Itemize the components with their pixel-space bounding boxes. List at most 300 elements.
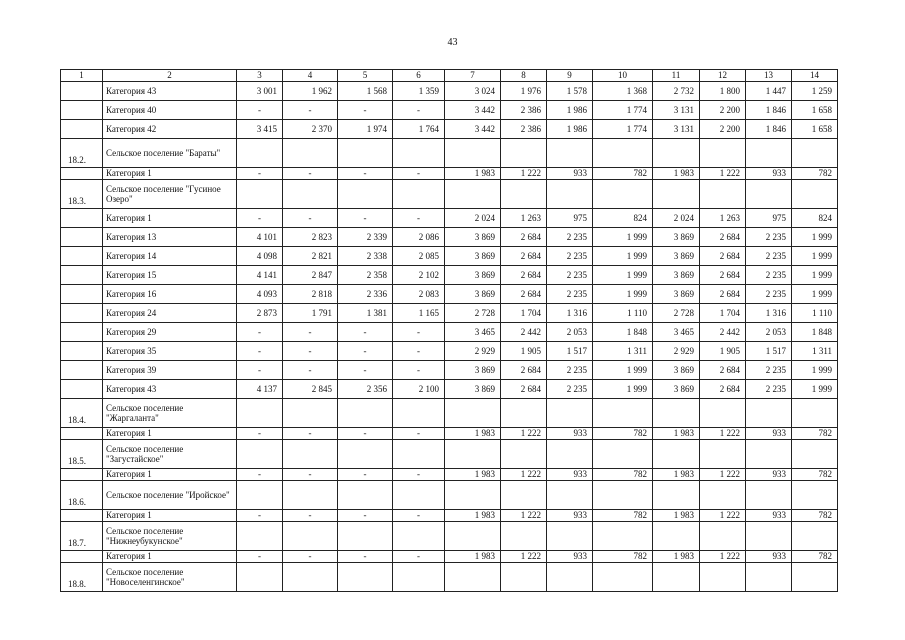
settlement-name-cell: Сельское поселение "Жаргаланта" [103, 399, 237, 428]
value-cell: 3 869 [653, 266, 700, 285]
empty-cell [593, 180, 653, 209]
table-header-row [61, 70, 838, 82]
value-cell: 2 235 [547, 228, 593, 247]
empty-cell [501, 139, 547, 168]
empty-cell [338, 440, 393, 469]
value-cell: 2 684 [501, 380, 547, 399]
value-cell: - [283, 361, 338, 380]
empty-cell [792, 139, 838, 168]
row-number-cell [61, 428, 103, 440]
empty-cell [393, 522, 445, 551]
value-cell: 3 869 [445, 380, 501, 399]
value-cell: 1 381 [338, 304, 393, 323]
empty-cell [393, 399, 445, 428]
empty-cell [746, 563, 792, 592]
column-header-1: 1 [61, 70, 103, 82]
value-cell: 1 962 [283, 82, 338, 101]
value-cell: 3 869 [653, 380, 700, 399]
empty-cell [746, 399, 792, 428]
settlement-name-cell: Сельское поселение "Бараты" [103, 139, 237, 168]
empty-cell [547, 139, 593, 168]
value-cell: 3 024 [445, 82, 501, 101]
category-row [61, 428, 838, 440]
column-header-2: 2 [103, 70, 237, 82]
empty-cell [338, 563, 393, 592]
value-cell: - [283, 551, 338, 563]
value-cell: 1 999 [792, 228, 838, 247]
value-cell: 2 845 [283, 380, 338, 399]
value-cell: 2 684 [700, 247, 746, 266]
empty-cell [501, 563, 547, 592]
empty-cell [338, 399, 393, 428]
value-cell: 2 358 [338, 266, 393, 285]
empty-cell [445, 180, 501, 209]
value-cell: 1 222 [700, 510, 746, 522]
column-header-8: 8 [501, 70, 547, 82]
value-cell: - [393, 551, 445, 563]
settlement-row [61, 522, 838, 551]
value-cell: 2 235 [746, 380, 792, 399]
value-cell: 2 732 [653, 82, 700, 101]
value-cell: 824 [792, 209, 838, 228]
empty-cell [393, 563, 445, 592]
empty-cell [445, 563, 501, 592]
empty-cell [746, 440, 792, 469]
settlement-row [61, 563, 838, 592]
value-cell: 1 983 [445, 469, 501, 481]
value-cell: 1 222 [501, 469, 547, 481]
value-cell: 2 728 [653, 304, 700, 323]
value-cell: 1 222 [501, 551, 547, 563]
row-number-cell [61, 120, 103, 139]
empty-cell [338, 139, 393, 168]
value-cell: 4 141 [237, 266, 283, 285]
value-cell: 2 728 [445, 304, 501, 323]
value-cell: 1 658 [792, 101, 838, 120]
value-cell: 3 869 [653, 247, 700, 266]
value-cell: 782 [593, 510, 653, 522]
row-number-cell [61, 266, 103, 285]
empty-cell [547, 180, 593, 209]
empty-cell [547, 522, 593, 551]
value-cell: - [338, 342, 393, 361]
value-cell: 2 818 [283, 285, 338, 304]
value-cell: - [283, 101, 338, 120]
category-name-cell: Категория 1 [103, 469, 237, 481]
value-cell: 1 846 [746, 120, 792, 139]
empty-cell [700, 180, 746, 209]
empty-cell [653, 440, 700, 469]
empty-cell [237, 440, 283, 469]
value-cell: 1 368 [593, 82, 653, 101]
category-name-cell: Категория 35 [103, 342, 237, 361]
value-cell: 3 131 [653, 120, 700, 139]
settlement-row [61, 180, 838, 209]
value-cell: - [237, 428, 283, 440]
column-header-6: 6 [393, 70, 445, 82]
empty-cell [653, 563, 700, 592]
empty-cell [653, 481, 700, 510]
value-cell: 1 983 [653, 168, 700, 180]
value-cell: - [237, 323, 283, 342]
value-cell: 4 101 [237, 228, 283, 247]
value-cell: 975 [547, 209, 593, 228]
value-cell: 933 [547, 168, 593, 180]
value-cell: 1 848 [593, 323, 653, 342]
value-cell: 2 053 [746, 323, 792, 342]
empty-cell [593, 522, 653, 551]
value-cell: 824 [593, 209, 653, 228]
tariff-table [60, 69, 838, 592]
category-name-cell: Категория 13 [103, 228, 237, 247]
settlement-name-cell: Сельское поселение "Иройское" [103, 481, 237, 510]
value-cell: 2 386 [501, 101, 547, 120]
value-cell: - [237, 361, 283, 380]
value-cell: 1 800 [700, 82, 746, 101]
value-cell: 2 684 [700, 266, 746, 285]
category-row [61, 266, 838, 285]
value-cell: - [338, 469, 393, 481]
empty-cell [283, 522, 338, 551]
empty-cell [393, 139, 445, 168]
value-cell: 2 235 [746, 361, 792, 380]
settlement-name-cell: Сельское поселение "Гусиное Озеро" [103, 180, 237, 209]
value-cell: 1 110 [792, 304, 838, 323]
empty-cell [338, 481, 393, 510]
value-cell: - [338, 551, 393, 563]
empty-cell [700, 139, 746, 168]
value-cell: 933 [547, 469, 593, 481]
row-number-cell [61, 247, 103, 266]
row-number-cell: 18.2. [61, 139, 103, 168]
value-cell: 1 311 [792, 342, 838, 361]
empty-cell [338, 522, 393, 551]
value-cell: 2 684 [501, 228, 547, 247]
category-row [61, 285, 838, 304]
column-header-13: 13 [746, 70, 792, 82]
value-cell: 1 986 [547, 101, 593, 120]
value-cell: 1 222 [700, 551, 746, 563]
value-cell: 2 336 [338, 285, 393, 304]
empty-cell [653, 180, 700, 209]
row-number-cell [61, 551, 103, 563]
value-cell: 782 [792, 168, 838, 180]
value-cell: 3 869 [445, 361, 501, 380]
value-cell: 3 131 [653, 101, 700, 120]
empty-cell [746, 139, 792, 168]
category-row [61, 168, 838, 180]
value-cell: - [393, 323, 445, 342]
value-cell: 3 869 [445, 266, 501, 285]
row-number-cell: 18.6. [61, 481, 103, 510]
empty-cell [283, 481, 338, 510]
value-cell: - [237, 510, 283, 522]
value-cell: 933 [746, 551, 792, 563]
row-number-cell [61, 168, 103, 180]
value-cell: 1 222 [700, 469, 746, 481]
value-cell: - [393, 342, 445, 361]
value-cell: 2 024 [445, 209, 501, 228]
value-cell: 1 983 [653, 469, 700, 481]
value-cell: 2 085 [393, 247, 445, 266]
value-cell: 1 222 [700, 168, 746, 180]
value-cell: 1 999 [792, 285, 838, 304]
value-cell: 1 905 [501, 342, 547, 361]
value-cell: - [393, 361, 445, 380]
value-cell: - [393, 209, 445, 228]
value-cell: - [283, 323, 338, 342]
value-cell: 2 847 [283, 266, 338, 285]
value-cell: 1 999 [792, 361, 838, 380]
value-cell: - [237, 551, 283, 563]
empty-cell [700, 481, 746, 510]
settlement-row [61, 440, 838, 469]
value-cell: 782 [792, 551, 838, 563]
value-cell: 2 235 [746, 228, 792, 247]
value-cell: - [283, 469, 338, 481]
value-cell: 2 100 [393, 380, 445, 399]
category-name-cell: Категория 1 [103, 510, 237, 522]
value-cell: 1 999 [593, 247, 653, 266]
category-name-cell: Категория 1 [103, 209, 237, 228]
empty-cell [653, 522, 700, 551]
value-cell: 2 235 [746, 266, 792, 285]
value-cell: 2 684 [501, 247, 547, 266]
value-cell: - [393, 168, 445, 180]
column-header-12: 12 [700, 70, 746, 82]
value-cell: 1 447 [746, 82, 792, 101]
value-cell: 782 [593, 168, 653, 180]
empty-cell [593, 399, 653, 428]
value-cell: 2 823 [283, 228, 338, 247]
empty-cell [445, 399, 501, 428]
value-cell: 3 869 [445, 228, 501, 247]
value-cell: 1 774 [593, 120, 653, 139]
value-cell: 2 338 [338, 247, 393, 266]
value-cell: 1 222 [700, 428, 746, 440]
value-cell: 3 442 [445, 120, 501, 139]
settlement-name-cell: Сельское поселение "Загустайское" [103, 440, 237, 469]
value-cell: 1 263 [501, 209, 547, 228]
empty-cell [501, 522, 547, 551]
value-cell: 2 024 [653, 209, 700, 228]
value-cell: 1 517 [746, 342, 792, 361]
value-cell: 1 848 [792, 323, 838, 342]
category-row [61, 247, 838, 266]
value-cell: 933 [547, 510, 593, 522]
value-cell: 3 869 [445, 247, 501, 266]
row-number-cell [61, 228, 103, 247]
category-row [61, 82, 838, 101]
row-number-cell [61, 82, 103, 101]
value-cell: - [338, 168, 393, 180]
value-cell: 1 311 [593, 342, 653, 361]
value-cell: 2 086 [393, 228, 445, 247]
category-row [61, 209, 838, 228]
category-row [61, 510, 838, 522]
row-number-cell [61, 209, 103, 228]
value-cell: 2 235 [547, 247, 593, 266]
settlement-name-cell: Сельское поселение "Нижнеубукунское" [103, 522, 237, 551]
value-cell: 933 [746, 510, 792, 522]
value-cell: 2 684 [501, 361, 547, 380]
value-cell: 2 684 [501, 266, 547, 285]
empty-cell [283, 440, 338, 469]
category-name-cell: Категория 1 [103, 551, 237, 563]
settlement-row [61, 481, 838, 510]
empty-cell [653, 399, 700, 428]
value-cell: 1 976 [501, 82, 547, 101]
value-cell: 2 235 [547, 380, 593, 399]
value-cell: 1 316 [547, 304, 593, 323]
value-cell: - [338, 361, 393, 380]
value-cell: 3 442 [445, 101, 501, 120]
category-row [61, 228, 838, 247]
empty-cell [283, 563, 338, 592]
value-cell: - [237, 101, 283, 120]
value-cell: 2 929 [653, 342, 700, 361]
value-cell: 1 704 [700, 304, 746, 323]
value-cell: 1 999 [792, 247, 838, 266]
category-name-cell: Категория 1 [103, 428, 237, 440]
empty-cell [547, 563, 593, 592]
category-name-cell: Категория 40 [103, 101, 237, 120]
value-cell: 3 869 [653, 361, 700, 380]
value-cell: 3 465 [653, 323, 700, 342]
empty-cell [547, 440, 593, 469]
value-cell: 1 222 [501, 510, 547, 522]
category-row [61, 361, 838, 380]
value-cell: 1 846 [746, 101, 792, 120]
value-cell: 1 359 [393, 82, 445, 101]
value-cell: 2 102 [393, 266, 445, 285]
value-cell: 1 165 [393, 304, 445, 323]
value-cell: 2 442 [501, 323, 547, 342]
value-cell: 4 137 [237, 380, 283, 399]
row-number-cell: 18.4. [61, 399, 103, 428]
value-cell: 1 999 [593, 266, 653, 285]
category-row [61, 380, 838, 399]
settlement-row [61, 399, 838, 428]
value-cell: 1 983 [653, 510, 700, 522]
value-cell: 1 658 [792, 120, 838, 139]
row-number-cell: 18.5. [61, 440, 103, 469]
value-cell: 975 [746, 209, 792, 228]
value-cell: - [237, 209, 283, 228]
empty-cell [445, 440, 501, 469]
empty-cell [700, 563, 746, 592]
column-header-7: 7 [445, 70, 501, 82]
row-number-cell [61, 323, 103, 342]
row-number-cell [61, 469, 103, 481]
empty-cell [746, 180, 792, 209]
row-number-cell [61, 342, 103, 361]
category-name-cell: Категория 16 [103, 285, 237, 304]
value-cell: 1 986 [547, 120, 593, 139]
value-cell: 782 [792, 510, 838, 522]
empty-cell [237, 522, 283, 551]
value-cell: 1 999 [593, 285, 653, 304]
category-row [61, 342, 838, 361]
value-cell: - [338, 510, 393, 522]
category-name-cell: Категория 24 [103, 304, 237, 323]
value-cell: 2 356 [338, 380, 393, 399]
category-name-cell: Категория 43 [103, 380, 237, 399]
column-header-10: 10 [593, 70, 653, 82]
empty-cell [501, 440, 547, 469]
value-cell: 782 [792, 428, 838, 440]
value-cell: 2 370 [283, 120, 338, 139]
value-cell: 4 098 [237, 247, 283, 266]
row-number-cell [61, 380, 103, 399]
value-cell: 933 [547, 551, 593, 563]
value-cell: 3 869 [653, 228, 700, 247]
value-cell: 1 999 [593, 361, 653, 380]
value-cell: 1 999 [593, 380, 653, 399]
empty-cell [237, 180, 283, 209]
empty-cell [393, 481, 445, 510]
empty-cell [283, 180, 338, 209]
value-cell: 2 200 [700, 120, 746, 139]
row-number-cell [61, 304, 103, 323]
empty-cell [593, 563, 653, 592]
empty-cell [547, 481, 593, 510]
column-header-3: 3 [237, 70, 283, 82]
empty-cell [593, 139, 653, 168]
row-number-cell: 18.8. [61, 563, 103, 592]
empty-cell [792, 563, 838, 592]
column-header-5: 5 [338, 70, 393, 82]
column-header-11: 11 [653, 70, 700, 82]
empty-cell [593, 440, 653, 469]
value-cell: 1 999 [593, 228, 653, 247]
category-name-cell: Категория 42 [103, 120, 237, 139]
category-row [61, 551, 838, 563]
value-cell: 3 869 [445, 285, 501, 304]
empty-cell [237, 481, 283, 510]
value-cell: 933 [746, 469, 792, 481]
value-cell: 1 791 [283, 304, 338, 323]
value-cell: 2 684 [700, 285, 746, 304]
value-cell: 2 442 [700, 323, 746, 342]
empty-cell [700, 522, 746, 551]
empty-cell [792, 399, 838, 428]
value-cell: 1 983 [445, 428, 501, 440]
value-cell: 1 568 [338, 82, 393, 101]
value-cell: 1 983 [653, 551, 700, 563]
value-cell: - [393, 428, 445, 440]
value-cell: - [283, 168, 338, 180]
empty-cell [393, 440, 445, 469]
value-cell: 2 200 [700, 101, 746, 120]
empty-cell [501, 180, 547, 209]
value-cell: 2 235 [547, 361, 593, 380]
settlement-name-cell: Сельское поселение "Новоселенгинское" [103, 563, 237, 592]
value-cell: - [393, 510, 445, 522]
empty-cell [792, 522, 838, 551]
empty-cell [445, 139, 501, 168]
value-cell: 2 684 [700, 380, 746, 399]
value-cell: 2 684 [501, 285, 547, 304]
empty-cell [700, 440, 746, 469]
value-cell: 1 578 [547, 82, 593, 101]
value-cell: 3 415 [237, 120, 283, 139]
value-cell: 2 386 [501, 120, 547, 139]
value-cell: - [393, 101, 445, 120]
empty-cell [700, 399, 746, 428]
value-cell: - [283, 209, 338, 228]
value-cell: 2 684 [700, 228, 746, 247]
